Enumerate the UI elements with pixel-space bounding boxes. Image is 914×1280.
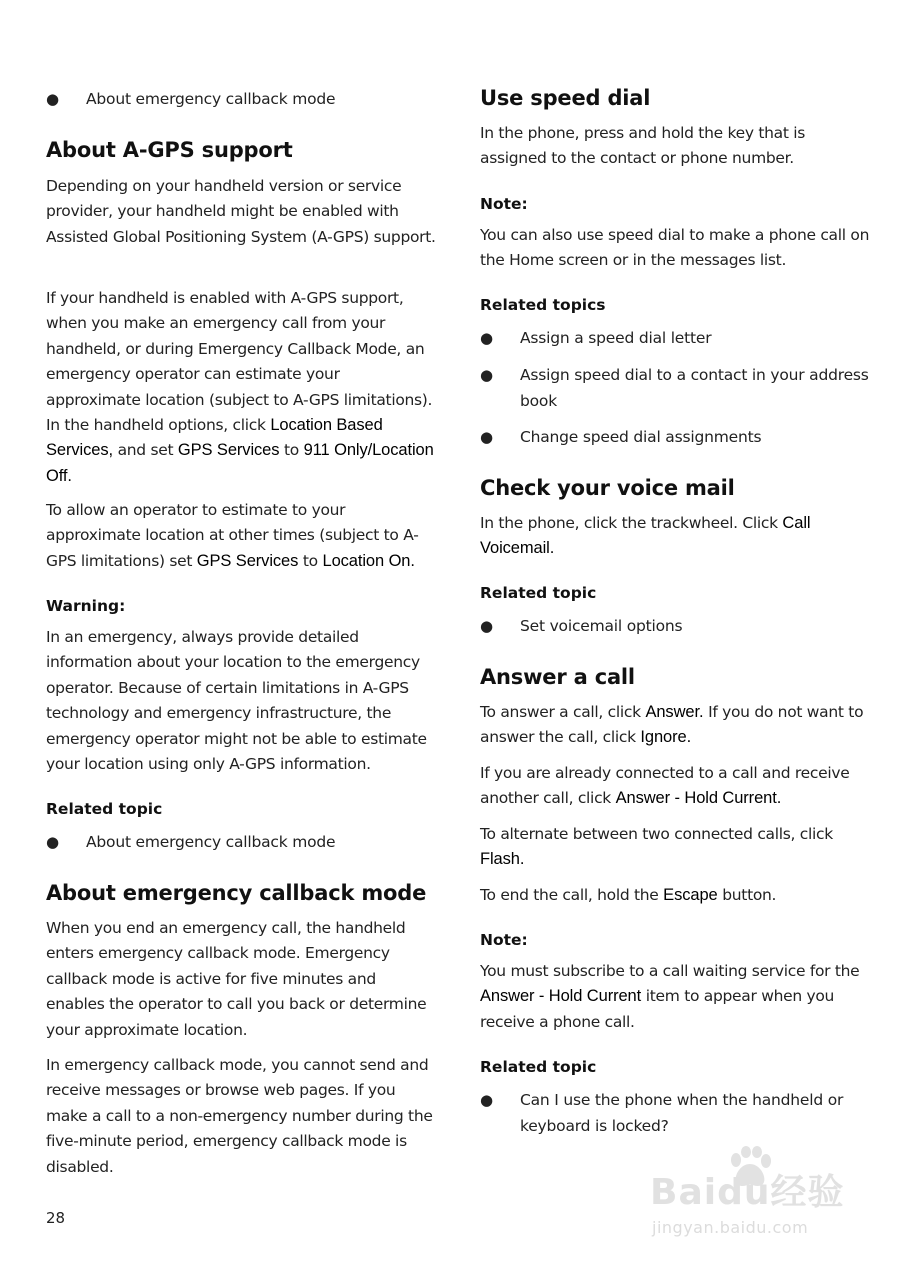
ui-label: GPS Services <box>196 551 299 570</box>
answer-note-text: You must subscribe to a call waiting service for the Answer - Hold Current item to appear when you receive a phone call. <box>480 962 860 1031</box>
section-title-voice-mail: Check your voice mail <box>480 476 735 500</box>
ui-label: Location Based Services, <box>46 416 383 460</box>
answer-paragraph-1: To answer a call, click Answer. If you do not want to answer the call, click Ignore. <box>480 703 864 747</box>
ui-label: Flash. <box>480 850 525 869</box>
ui-label: Answer - Hold Current <box>480 987 642 1006</box>
note-text: You can also use speed dial to make a phone call on the Home screen or in the messages list. <box>480 226 870 270</box>
speed-dial-paragraph: In the phone, press and hold the key that is assigned to the contact or phone number. <box>480 124 806 168</box>
related-topics-label: Related topics <box>480 296 606 314</box>
bullet-icon: ● <box>480 1091 493 1109</box>
agps-paragraph-3: To allow an operator to estimate to your approximate location at other times (subject to A-GPS limitations) set GPS Services to Location On. <box>46 501 419 570</box>
warning-label: Warning: <box>46 597 126 615</box>
note-label: Note: <box>480 195 528 213</box>
bullet-icon: ● <box>480 428 493 446</box>
bullet-icon: ● <box>46 90 59 108</box>
page-number: 28 <box>46 1209 66 1227</box>
answer-paragraph-4: To end the call, hold the Escape button. <box>480 886 777 904</box>
answer-paragraph-2: If you are already connected to a call and receive another call, click Answer - Hold Current. <box>480 764 850 808</box>
related-topic-label: Related topic <box>480 584 597 602</box>
list-item[interactable]: ● About emergency callback mode <box>46 86 438 112</box>
warning-text: In an emergency, always provide detailed information about your location to the emergency operator. Because of certain limitations in A-GPS technology and emergency infrastructure, the emergency operator might not be able to estimate your location using only A-GPS information. <box>46 628 427 774</box>
related-topic-label: Related topic <box>46 800 163 818</box>
related-topic-item[interactable]: ● Assign a speed dial letter <box>480 325 872 351</box>
ui-label: GPS Services <box>177 441 280 460</box>
callback-paragraph-2: In emergency callback mode, you cannot send and receive messages or browse web pages. If you make a call to a non-emergency number during the five-minute period, emergency callback mode is disabled. <box>46 1056 433 1176</box>
related-topic-item[interactable]: ● About emergency callback mode <box>46 829 438 855</box>
section-title-speed-dial: Use speed dial <box>480 86 651 110</box>
bullet-icon: ● <box>46 833 59 851</box>
related-topic-label: Related topic <box>480 1058 597 1076</box>
related-topic-item[interactable]: ● Assign speed dial to a contact in your address book <box>480 362 872 414</box>
agps-paragraph-1: Depending on your handheld version or service provider, your handheld might be enabled with Assisted Global Positioning System (A-GPS) support. <box>46 177 436 246</box>
agps-paragraph-2: If your handheld is enabled with A-GPS support, when you make an emergency call from your handheld, or during Emergency Callback Mode, an emergency operator can estimate your approximate location (subject to A-GPS limitations). In the handheld options, click Location Based Services, and set GPS Services to 911 Only/Location Off. <box>46 289 434 485</box>
ui-label: Ignore. <box>640 728 692 747</box>
watermark-brand: Baidu经验 <box>650 1172 845 1213</box>
bullet-icon: ● <box>480 617 493 635</box>
ui-label: 911 Only/Location Off. <box>46 441 434 485</box>
related-topic-item[interactable]: ● Change speed dial assignments <box>480 424 872 450</box>
bullet-icon: ● <box>480 329 493 347</box>
answer-paragraph-3: To alternate between two connected calls, click Flash. <box>480 825 833 869</box>
section-title-callback: About emergency callback mode <box>46 881 427 905</box>
related-topic-item[interactable]: ● Set voicemail options <box>480 613 872 639</box>
ui-label: Answer - Hold Current. <box>615 789 782 808</box>
watermark-url: jingyan.baidu.com <box>652 1218 809 1237</box>
section-title-answer: Answer a call <box>480 665 635 689</box>
ui-label: Location On. <box>322 551 415 570</box>
section-title-agps: About A-GPS support <box>46 138 293 162</box>
ui-label: Call Voicemail. <box>480 514 811 558</box>
bullet-icon: ● <box>480 366 493 384</box>
ui-label: Escape <box>663 886 718 904</box>
ui-label: Answer. <box>645 703 704 721</box>
note-label: Note: <box>480 931 528 949</box>
callback-paragraph-1: When you end an emergency call, the handheld enters emergency callback mode. Emergency callback mode is active for five minutes and enables the operator to call you back or determine your approximate location. <box>46 919 427 1039</box>
related-topic-item[interactable]: ● Can I use the phone when the handheld or keyboard is locked? <box>480 1087 872 1139</box>
watermark <box>650 1146 860 1246</box>
voice-mail-paragraph: In the phone, click the trackwheel. Click Call Voicemail. <box>480 514 811 558</box>
